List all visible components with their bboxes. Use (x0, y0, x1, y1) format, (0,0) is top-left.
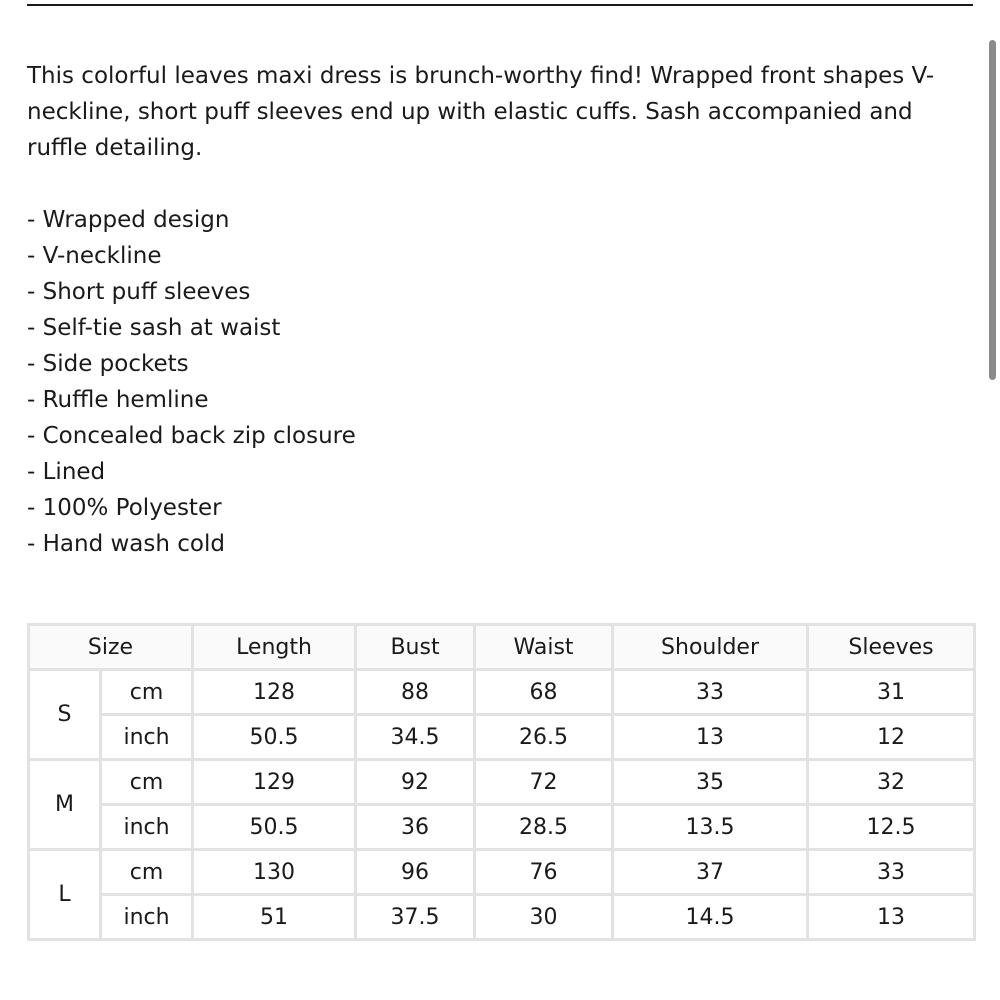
feature-item: - Hand wash cold (27, 531, 225, 557)
table-row (29, 895, 975, 940)
length-cell: 50.5 (193, 805, 356, 850)
unit-cell: cm (101, 670, 193, 715)
unit-cell: inch (101, 895, 193, 940)
shoulder-cell: 35 (613, 760, 808, 805)
shoulder-cell: 14.5 (613, 895, 808, 940)
sleeves-cell: 12.5 (808, 805, 975, 850)
header-length: Length (193, 625, 356, 670)
bust-cell: 92 (356, 760, 475, 805)
table-row (29, 805, 975, 850)
product-description-section (27, 58, 967, 562)
feature-item: - Concealed back zip closure (27, 423, 356, 449)
feature-item: - V-neckline (27, 243, 162, 269)
table-row (29, 715, 975, 760)
bust-cell: 36 (356, 805, 475, 850)
table-row (29, 850, 975, 895)
top-divider (27, 4, 973, 6)
length-cell: 50.5 (193, 715, 356, 760)
size-chart-table (27, 623, 976, 941)
table-row (29, 670, 975, 715)
waist-cell: 30 (475, 895, 613, 940)
bust-cell: 88 (356, 670, 475, 715)
sleeves-cell: 32 (808, 760, 975, 805)
header-shoulder: Shoulder (613, 625, 808, 670)
shoulder-cell: 37 (613, 850, 808, 895)
unit-cell: inch (101, 805, 193, 850)
length-cell: 128 (193, 670, 356, 715)
header-waist: Waist (475, 625, 613, 670)
shoulder-cell: 13.5 (613, 805, 808, 850)
waist-cell: 76 (475, 850, 613, 895)
feature-item: - 100% Polyester (27, 495, 222, 521)
unit-cell: inch (101, 715, 193, 760)
scrollbar-thumb[interactable] (989, 40, 996, 380)
table-row (29, 760, 975, 805)
length-cell: 129 (193, 760, 356, 805)
unit-cell: cm (101, 850, 193, 895)
feature-item: - Ruffle hemline (27, 387, 209, 413)
table-header-row (29, 625, 975, 670)
shoulder-cell: 33 (613, 670, 808, 715)
feature-item: - Wrapped design (27, 207, 230, 233)
feature-item: - Lined (27, 459, 106, 485)
sleeves-cell: 13 (808, 895, 975, 940)
feature-item: - Side pockets (27, 351, 189, 377)
waist-cell: 72 (475, 760, 613, 805)
sleeves-cell: 12 (808, 715, 975, 760)
size-label-s: S (29, 670, 101, 760)
scrollbar[interactable] (986, 0, 1000, 1000)
length-cell: 51 (193, 895, 356, 940)
waist-cell: 68 (475, 670, 613, 715)
feature-list (27, 202, 967, 562)
feature-item: - Self-tie sash at waist (27, 315, 281, 341)
bust-cell: 37.5 (356, 895, 475, 940)
sleeves-cell: 33 (808, 850, 975, 895)
header-sleeves: Sleeves (808, 625, 975, 670)
header-size: Size (29, 625, 193, 670)
waist-cell: 26.5 (475, 715, 613, 760)
shoulder-cell: 13 (613, 715, 808, 760)
waist-cell: 28.5 (475, 805, 613, 850)
size-label-m: M (29, 760, 101, 850)
product-description: This colorful leaves maxi dress is brunch-worthy find! Wrapped front shapes V-neckline, short puff sleeves end up with elastic cuffs. Sash accompanied and ruffle detailing. (27, 63, 935, 161)
bust-cell: 96 (356, 850, 475, 895)
length-cell: 130 (193, 850, 356, 895)
sleeves-cell: 31 (808, 670, 975, 715)
header-bust: Bust (356, 625, 475, 670)
bust-cell: 34.5 (356, 715, 475, 760)
feature-item: - Short puff sleeves (27, 279, 251, 305)
unit-cell: cm (101, 760, 193, 805)
size-label-l: L (29, 850, 101, 940)
